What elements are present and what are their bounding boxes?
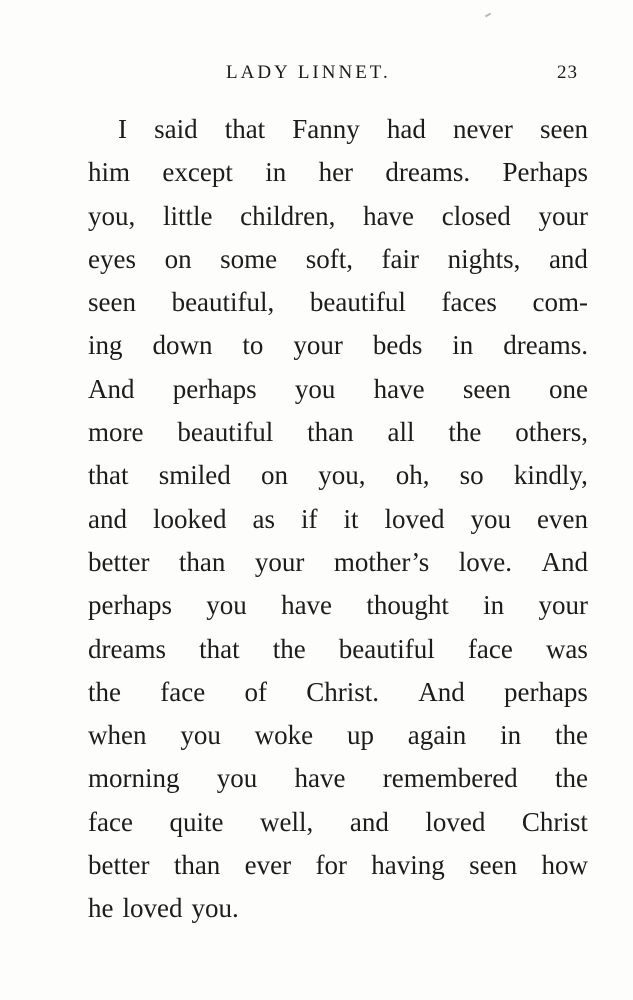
text-line: and looked as if it loved you even (88, 503, 588, 534)
text-line: face quite well, and loved Christ (88, 806, 588, 837)
text-line: eyes on some soft, fair nights, and (88, 243, 588, 274)
text-line: I said that Fanny had never seen (118, 114, 588, 144)
text-line: more beautiful than all the others, (88, 417, 588, 448)
text-line: when you woke up again in the (88, 720, 588, 751)
text-line: perhaps you have thought in your (88, 590, 588, 621)
text-line: that smiled on you, oh, so kindly, (88, 460, 588, 491)
text-line: ing down to your beds in dreams. (88, 330, 588, 361)
text-line: seen beautiful, beautiful faces com- (88, 287, 588, 318)
text-line: And perhaps you have seen one (88, 373, 588, 404)
text-line: the face of Christ. And perhaps (88, 676, 588, 707)
text-line: you, little children, have closed your (88, 200, 588, 231)
body-text (88, 108, 588, 931)
text-line: dreams that the beautiful face was (88, 633, 588, 664)
running-head (0, 62, 633, 88)
text-line: morning you have remembered the (88, 763, 588, 794)
text-line: better than ever for having seen how (88, 850, 588, 881)
running-title: LADY LINNET. (226, 62, 391, 83)
text-line: him except in her dreams. Perhaps (88, 157, 588, 188)
text-line: he loved you. (88, 893, 239, 924)
paper-speck (485, 13, 491, 18)
text-line: better than your mother’s love. And (88, 546, 588, 577)
page-number: 23 (557, 62, 578, 83)
